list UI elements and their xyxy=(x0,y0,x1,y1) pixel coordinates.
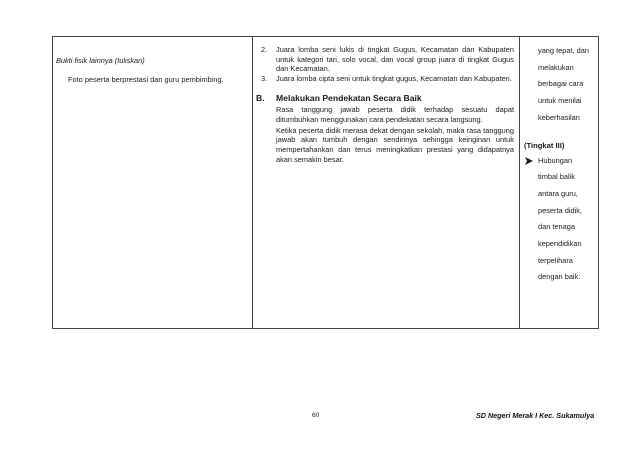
indicator-line: dengan baik. xyxy=(538,272,581,282)
bullet-text: Hubungan xyxy=(538,155,573,165)
indicator-line: antara guru, xyxy=(538,188,578,198)
indicator-line: keberhasilan xyxy=(538,112,580,122)
paragraph: Ketika peserta didik merasa dekat dengan sekolah, maka rasa tanggung jawab akan tumbuh dengan sendirinya sehingga keinginan untuk mempertahankan dan terus meningkatkan prestasi yang didapatnya akan semakin besar. xyxy=(276,125,514,164)
bullet-item xyxy=(522,153,599,170)
page-number: 60 xyxy=(312,412,320,419)
indicator-line: untuk menilai xyxy=(538,96,582,106)
indicator-line: kependidikan xyxy=(538,239,582,249)
footer-school-name: SD Negeri Merak I Kec. Sukamulya xyxy=(476,411,595,420)
evidence-body: Foto peserta berprestasi dan guru pembimbing. xyxy=(68,75,224,84)
evidence-cell xyxy=(53,37,252,328)
section-letter: B. xyxy=(256,93,265,104)
indicator-line: dan tenaga xyxy=(538,222,575,232)
achievement-list xyxy=(256,45,514,83)
indicator-line: peserta didik, xyxy=(538,205,582,215)
indicator-line: timbal balik xyxy=(538,172,575,182)
indicator-line: yang tepat, dan xyxy=(538,46,589,55)
list-item xyxy=(256,74,514,84)
list-text: Juara lomba seni lukis di tingkat Gugus, Kecamatan dan Kabupaten untuk kategori tari, solo vocal, dan vocal group juara di tingkat Gugus dan Kecamatan. xyxy=(276,45,514,74)
list-number: 3. xyxy=(261,73,268,83)
section-heading xyxy=(256,93,514,104)
content-table xyxy=(52,36,599,329)
indicator-line: melakukan xyxy=(538,62,574,72)
list-number: 2. xyxy=(261,45,268,54)
level-label: (Tingkat III) xyxy=(524,140,565,150)
paragraph: Rasa tanggung jawab peserta didik terhadap sesuatu dapat ditumbuhkan menggunakan cara pendekatan secara langsung. xyxy=(276,105,514,125)
evidence-title: Bukti fisik lainnya (tuliskan) xyxy=(56,56,145,65)
indicator-cell xyxy=(519,37,599,328)
indicator-line: berbagai cara xyxy=(538,79,584,89)
list-text: Juara lomba cipta seni untuk tingkat gugus, Kecamatan dan Kabupaten. xyxy=(276,73,512,83)
indicator-line: terpelihara xyxy=(538,255,573,265)
arrow-bullet-icon xyxy=(525,157,533,165)
description-cell xyxy=(252,37,519,328)
list-item xyxy=(256,45,514,74)
section-title: Melakukan Pendekatan Secara Baik xyxy=(276,93,422,104)
